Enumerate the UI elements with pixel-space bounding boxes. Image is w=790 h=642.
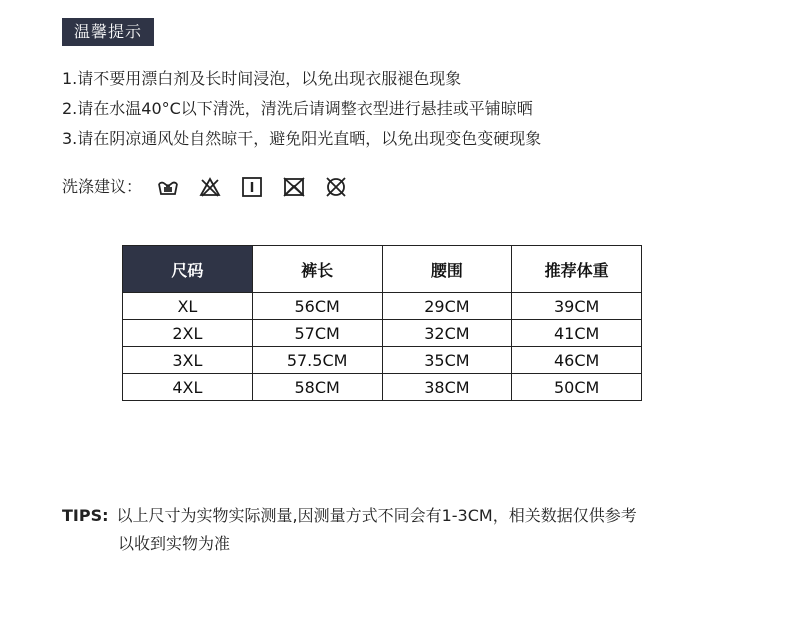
cell-length: 58CM [252,374,382,401]
cell-waist: 35CM [382,347,512,374]
header-waist: 腰围 [382,246,512,293]
tips-line-2: 以收到实物为准 [118,534,231,553]
wash-instructions [62,174,366,200]
size-table-header-row [123,246,642,293]
tips-section [62,502,762,558]
table-row [123,293,642,320]
tips-label: TIPS: [62,506,109,525]
care-note-3: 3.请在阴凉通风处自然晾干，避免阳光直晒，以免出现变色变硬现象 [62,129,542,148]
no-wring-icon [282,175,306,199]
care-note-1: 1.请不要用漂白剂及长时间浸泡，以免出现衣服褪色现象 [62,69,462,88]
cell-weight: 50CM [512,374,642,401]
care-note-2: 2.请在水温40°C以下清洗，清洗后请调整衣型进行悬挂或平铺晾晒 [62,99,533,118]
cell-waist: 32CM [382,320,512,347]
cell-length: 57.5CM [252,347,382,374]
section-title-badge: 温馨提示 [62,18,154,46]
cell-waist: 38CM [382,374,512,401]
cell-weight: 46CM [512,347,642,374]
cell-size: 4XL [123,374,253,401]
table-row [123,320,642,347]
cell-size: 3XL [123,347,253,374]
header-recommended-weight: 推荐体重 [512,246,642,293]
tips-line-1 [62,502,762,530]
size-table [122,245,642,401]
care-notes [62,64,541,154]
table-row [123,347,642,374]
cell-weight: 39CM [512,293,642,320]
hand-wash-icon [156,175,180,199]
table-row [123,374,642,401]
cell-length: 56CM [252,293,382,320]
header-size: 尺码 [123,246,253,293]
no-bleach-icon [198,175,222,199]
cell-size: 2XL [123,320,253,347]
cell-size: XL [123,293,253,320]
cell-weight: 41CM [512,320,642,347]
cell-length: 57CM [252,320,382,347]
iron-icon [240,175,264,199]
no-tumble-dry-icon [324,175,348,199]
cell-waist: 29CM [382,293,512,320]
header-pants-length: 裤长 [252,246,382,293]
wash-label: 洗涤建议： [62,177,143,196]
tips-text: 以上尺寸为实物实际测量,因测量方式不同会有1-3CM，相关数据仅供参考 [116,506,637,525]
